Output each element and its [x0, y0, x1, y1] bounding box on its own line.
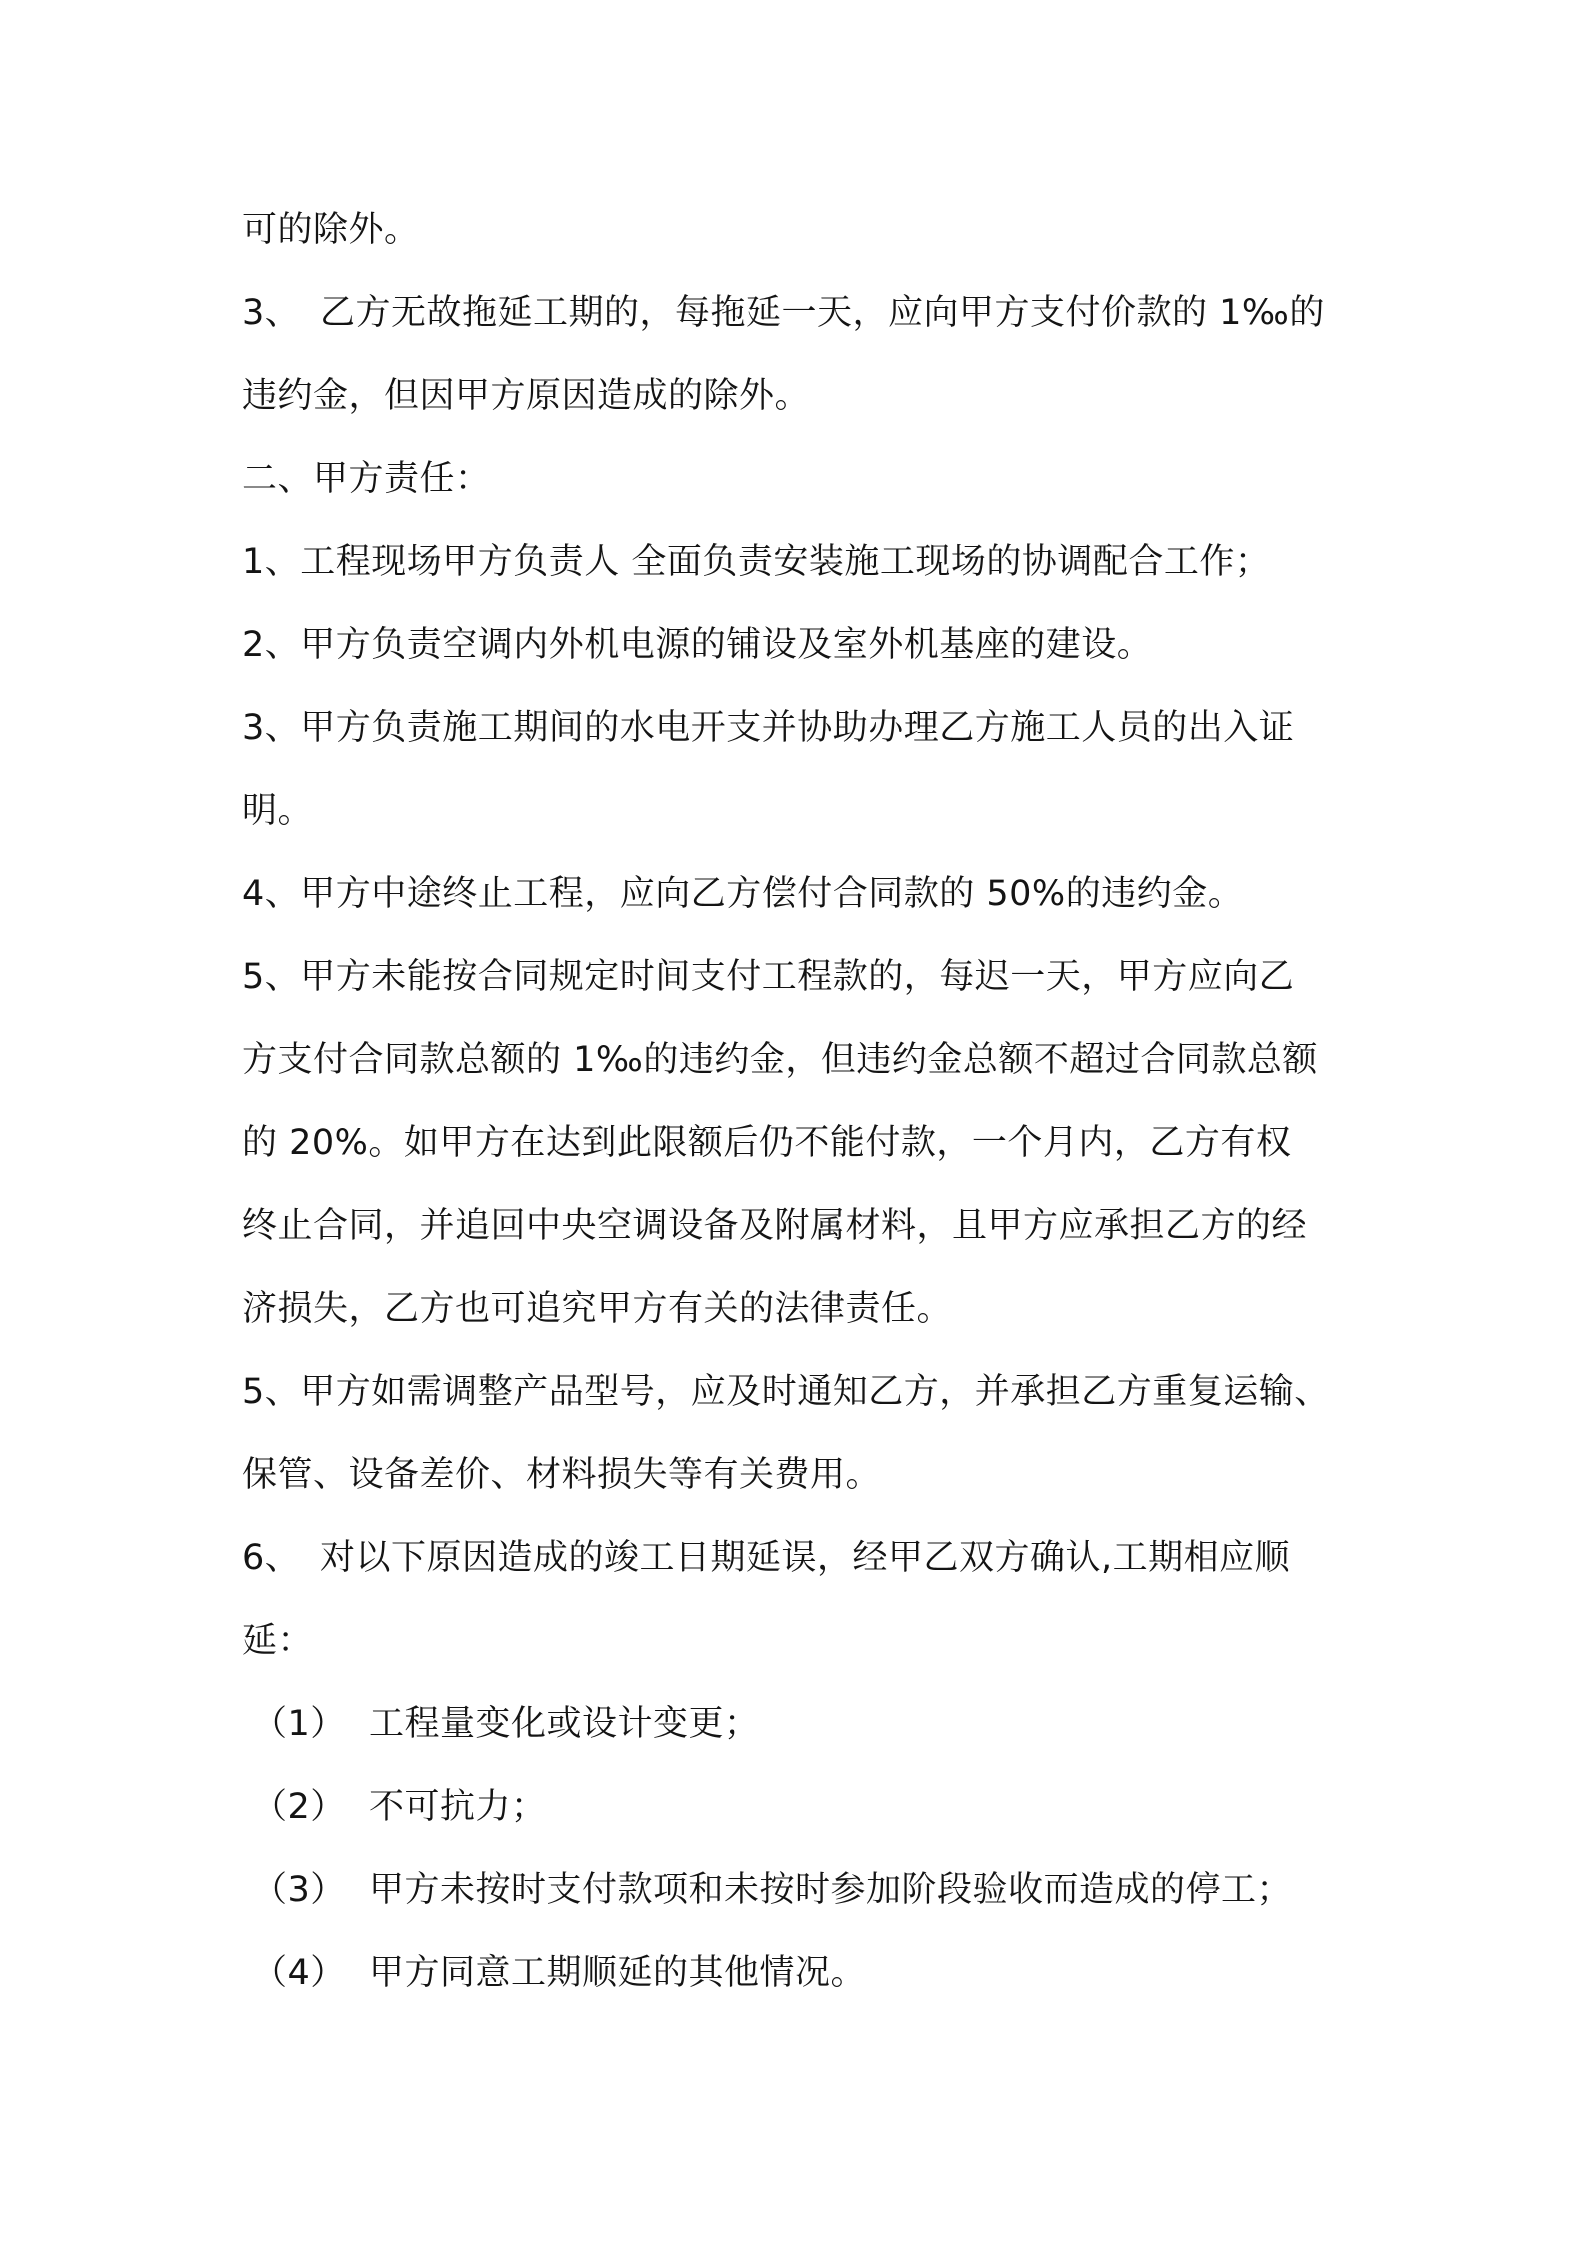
party-a-item-line: 保管、设备差价、材料损失等有关费用。: [242, 1455, 882, 1495]
item6-line1: [242, 1528, 1290, 1588]
party-a-item-line: 终止合同，并追回中央空调设备及附属材料，且甲方应承担乙方的经: [242, 1206, 1308, 1246]
sub-item: [252, 1943, 866, 2003]
party-b-item3-text: 乙方无故拖延工期的，每拖延一天，应向甲方支付价款的 1‰的: [320, 293, 1325, 333]
sub-item-text: 甲方未按时支付款项和未按时参加阶段验收而造成的停工；: [369, 1870, 1293, 1910]
sub-item: [252, 1694, 760, 1754]
party-a-item-line: 的 20%。如甲方在达到此限额后仍不能付款，一个月内，乙方有权: [242, 1123, 1292, 1163]
party-a-item-line: 5、甲方未能按合同规定时间支付工程款的，每迟一天，甲方应向乙: [242, 957, 1295, 997]
item6-text: 对以下原因造成的竣工日期延误，经甲乙双方确认,工期相应顺: [320, 1538, 1291, 1578]
party-b-item3-line2: 违约金，但因甲方原因造成的除外。: [242, 376, 811, 416]
party-a-item-line: 4、甲方中途终止工程，应向乙方偿付合同款的 50%的违约金。: [242, 874, 1244, 914]
item6-number: 6、: [242, 1538, 301, 1578]
sub-item-number: （1）: [252, 1704, 346, 1744]
party-a-item-line: 3、甲方负责施工期间的水电开支并协助办理乙方施工人员的出入证: [242, 708, 1295, 748]
party-b-item3-line1: [242, 283, 1325, 343]
sub-item-text: 不可抗力；: [369, 1787, 547, 1827]
party-b-item3-number: 3、: [242, 293, 301, 333]
party-a-item-line: 济损失，乙方也可追究甲方有关的法律责任。: [242, 1289, 953, 1329]
continuation-line: 可的除外。: [242, 210, 420, 250]
sub-item-text: 工程量变化或设计变更；: [369, 1704, 760, 1744]
sub-item-text: 甲方同意工期顺延的其他情况。: [369, 1953, 867, 1993]
sub-item-number: （3）: [252, 1870, 346, 1910]
sub-item-number: （2）: [252, 1787, 346, 1827]
party-a-item-line: 方支付合同款总额的 1‰的违约金，但违约金总额不超过合同款总额: [242, 1040, 1318, 1080]
party-a-item-line: 5、甲方如需调整产品型号，应及时通知乙方，并承担乙方重复运输、: [242, 1372, 1330, 1412]
item6-line2: 延：: [242, 1621, 314, 1661]
party-a-item-line: 2、甲方负责空调内外机电源的铺设及室外机基座的建设。: [242, 625, 1153, 665]
party-a-item-line: 1、工程现场甲方负责人 全面负责安装施工现场的协调配合工作；: [242, 542, 1271, 582]
section-heading: 二、甲方责任：: [242, 459, 491, 499]
sub-item: [252, 1777, 547, 1837]
sub-item-number: （4）: [252, 1953, 346, 1993]
sub-item: [252, 1860, 1292, 1920]
party-a-item-line: 明。: [242, 791, 314, 831]
